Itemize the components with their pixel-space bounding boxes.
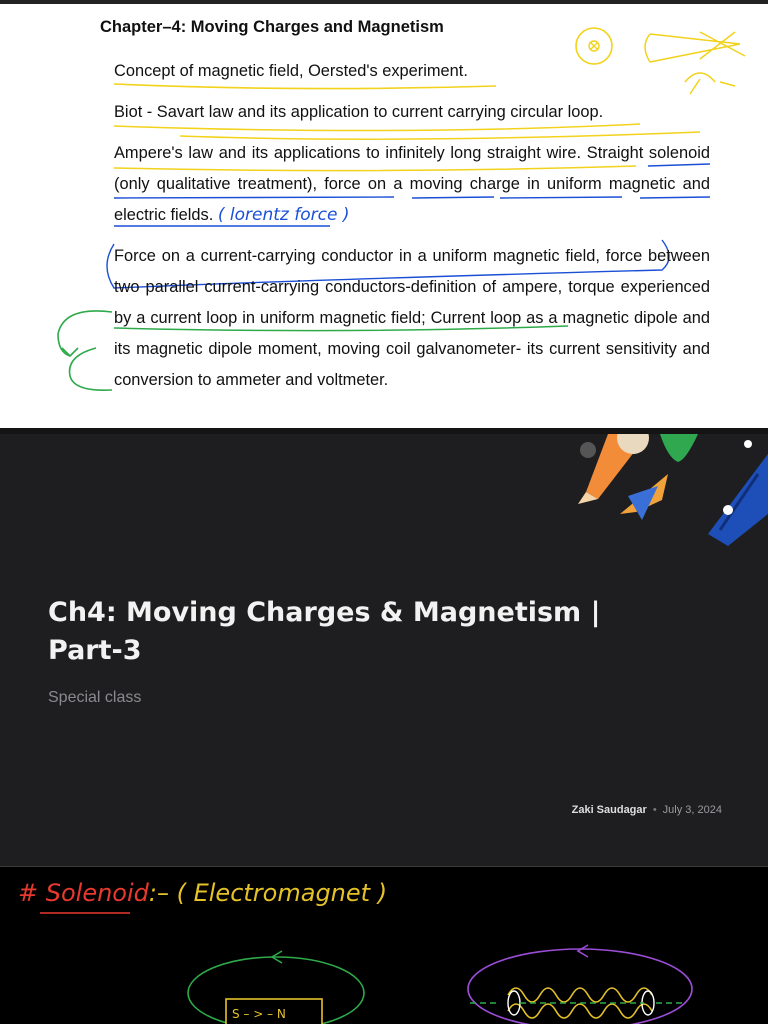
magnet-label: S – > – N	[232, 1007, 286, 1021]
syllabus-point-4: Force on a current-carrying conductor in a uniform magnetic field, force between two parallel current-carrying conductors-definition of ampere, torque experienced by a current loop in uniform magnetic field; Current loop as a magnetic dipole and its magnetic dipole moment, moving coil galvanometer- its current sensitivity and conversion to ammeter and voltmeter.	[114, 247, 710, 389]
handwritten-note	[0, 866, 768, 1024]
syllabus-title: Chapter–4: Moving Charges and Magnetism	[100, 18, 444, 36]
page-title: Ch4: Moving Charges & Magnetism | Part-3	[48, 597, 601, 666]
leaf-shape	[660, 434, 698, 462]
lorentz-force-note: ( lorentz force )	[217, 205, 350, 225]
syllabus-panel	[0, 0, 768, 428]
meta-separator: •	[652, 804, 657, 816]
syllabus-point-2: Biot - Savart law and its application to current carrying circular loop.	[114, 103, 604, 121]
field-loop-purple	[468, 949, 692, 1024]
syllabus-point-3-text: Ampere's law and its applications to infinitely long straight wire. Straight solenoid (only qualitative treatment), force on a moving charge in uniform magnetic and electric fields.	[114, 144, 710, 224]
title-card	[0, 434, 768, 864]
stationery-decoration	[568, 434, 768, 554]
solenoid-coil	[508, 988, 652, 1002]
post-meta	[572, 804, 722, 816]
solenoid-diagrams	[0, 867, 768, 1024]
post-date: July 3, 2024	[662, 804, 722, 816]
syllabus-point-1: Concept of magnetic field, Oersted's experiment.	[114, 62, 468, 80]
author-name[interactable]: Zaki Saudagar	[571, 804, 647, 816]
note-heading-solenoid: # Solenoid	[18, 879, 149, 907]
note-heading-electromagnet: :– ( Electromagnet )	[148, 879, 388, 907]
green-arrow-curve	[58, 311, 112, 356]
page-subtitle: Special class	[48, 689, 142, 706]
pen-nib-shape	[708, 454, 768, 546]
syllabus-point-3	[114, 138, 710, 231]
syllabus-body	[114, 56, 710, 406]
